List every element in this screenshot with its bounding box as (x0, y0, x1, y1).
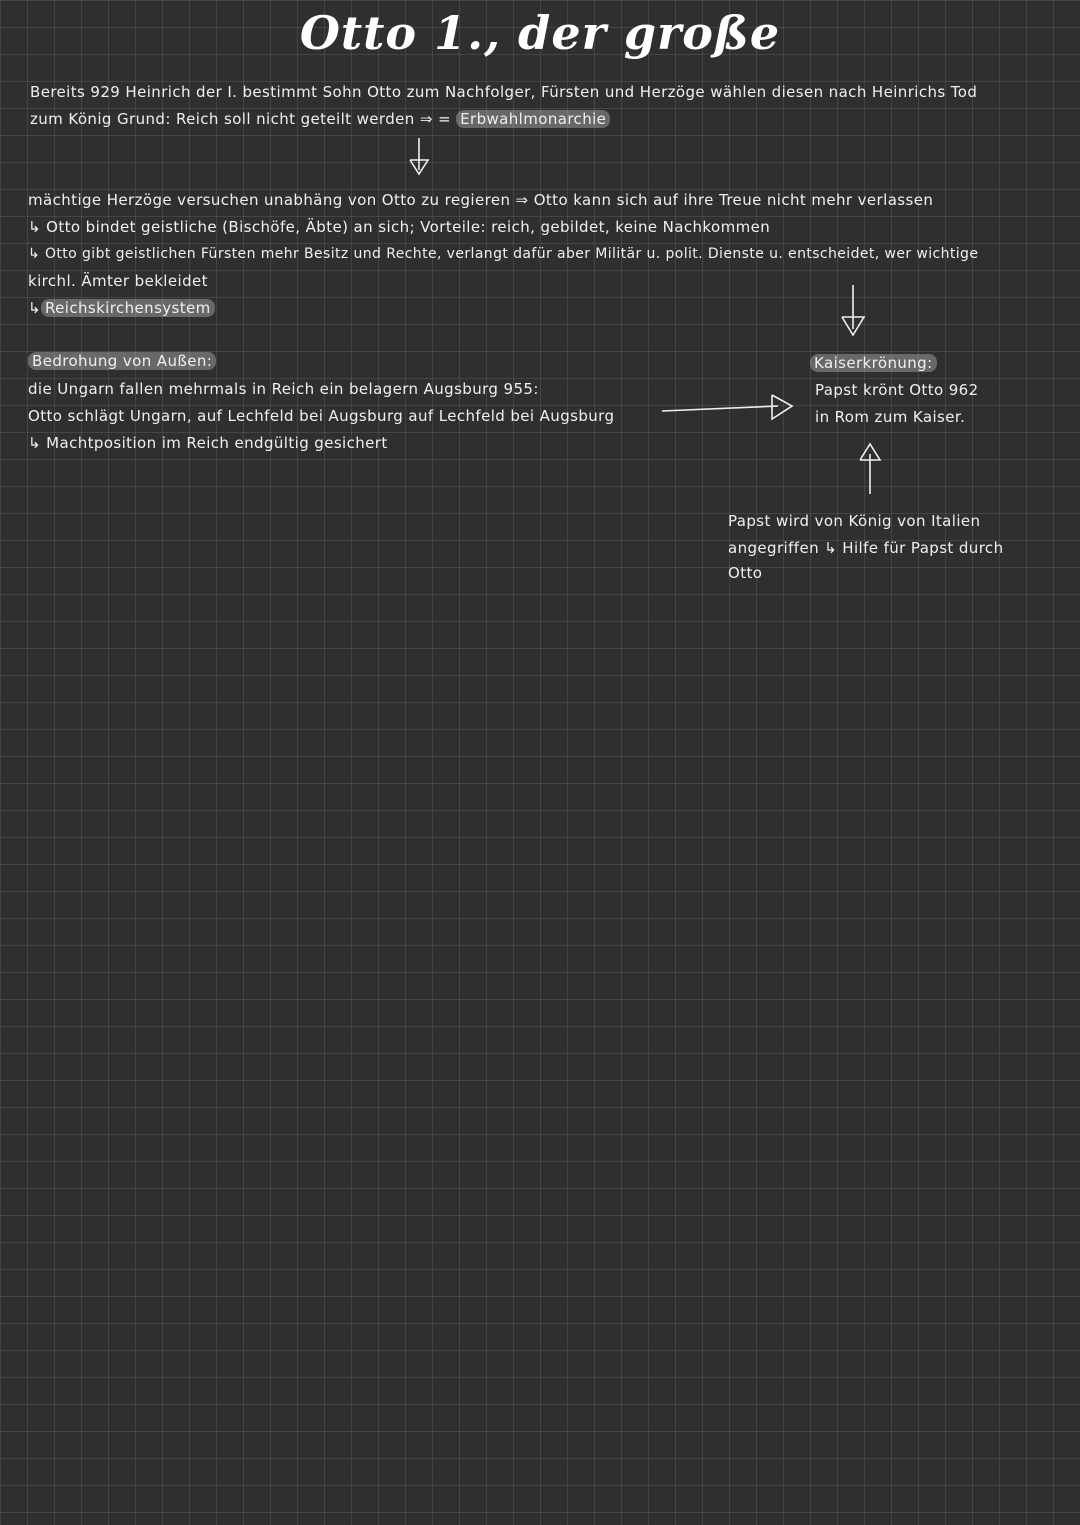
threat-heading-text: Bedrohung von Außen: (28, 352, 216, 370)
threat-line-2: Otto schlägt Ungarn, auf Lechfeld bei Augsburg auf Lechfeld bei Augsburg (28, 407, 615, 425)
threat-heading (28, 350, 216, 372)
pope-line-2: angegriffen ↳ Hilfe für Papst durch (728, 539, 1004, 557)
intro-line-2 (30, 108, 610, 130)
dukes-line-5 (28, 297, 215, 319)
page-title: Otto 1., der große (299, 6, 781, 60)
arrow-down-icon (408, 136, 430, 178)
intro-line-1: Bereits 929 Heinrich der I. bestimmt Sohn Otto zum Nachfolger, Fürsten und Herzöge wählen diesen nach Heinrichs Tod (30, 83, 978, 101)
erbwahlmonarchie-highlight: Erbwahlmonarchie (456, 110, 610, 128)
dukes-line-3: ↳ Otto gibt geistlichen Fürsten mehr Besitz und Rechte, verlangt dafür aber Militär u. polit. Dienste u. entscheidet, wer wichtige (28, 246, 979, 262)
coronation-line-1: Papst krönt Otto 962 (815, 381, 979, 399)
threat-line-3: ↳ Machtposition im Reich endgültig gesichert (28, 434, 388, 452)
threat-line-1: die Ungarn fallen mehrmals in Reich ein belagern Augsburg 955: (28, 380, 539, 398)
dukes-line-4: kirchl. Ämter bekleidet (28, 272, 208, 290)
pope-line-3: Otto (728, 564, 763, 582)
pope-line-1: Papst wird von König von Italien (728, 512, 981, 530)
arrow-down-icon (840, 283, 866, 339)
coronation-heading-text: Kaiserkrönung: (810, 354, 937, 372)
coronation-line-2: in Rom zum Kaiser. (815, 408, 966, 426)
intro-line-2-text: zum König Grund: Reich soll nicht geteilt werden ⇒ = (30, 110, 451, 128)
coronation-heading (810, 352, 937, 374)
dukes-line-5-arrow: ↳ (28, 299, 41, 317)
dukes-line-2: ↳ Otto bindet geistliche (Bischöfe, Äbte) an sich; Vorteile: reich, gebildet, keine Nachkommen (28, 218, 771, 236)
arrow-up-icon (858, 440, 882, 496)
reichskirchensystem-highlight: Reichskirchensystem (41, 299, 215, 317)
dukes-line-1: mächtige Herzöge versuchen unabhäng von Otto zu regieren ⇒ Otto kann sich auf ihre Treue nicht mehr verlassen (28, 191, 934, 209)
arrow-right-icon (660, 393, 796, 423)
